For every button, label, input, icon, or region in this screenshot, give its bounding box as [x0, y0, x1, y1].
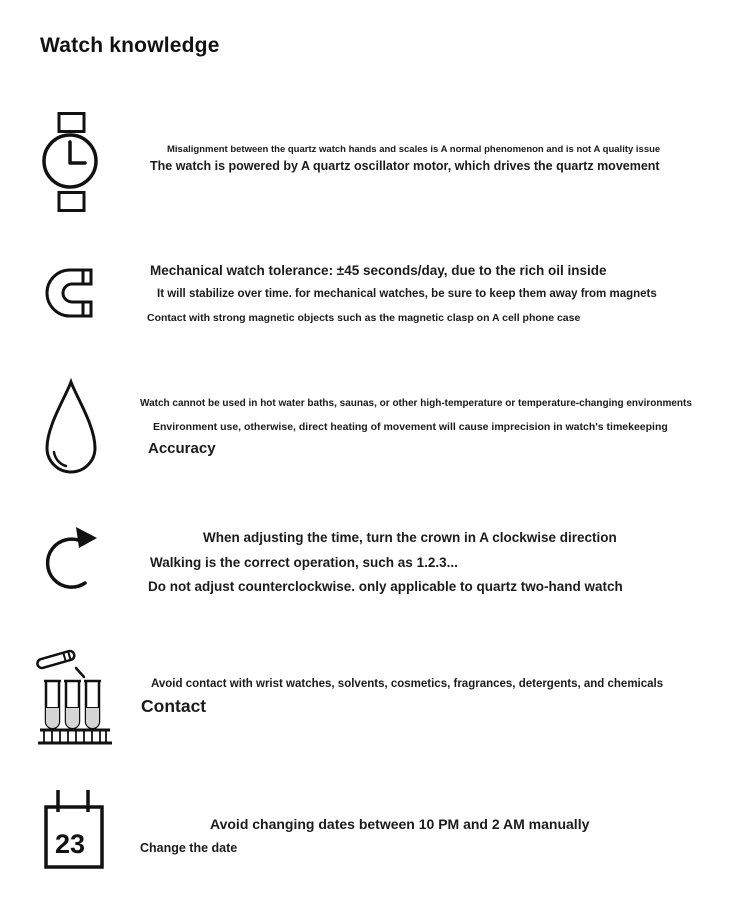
section-text-line: Contact with strong magnetic objects such as the magnetic clasp on A cell phone case [147, 312, 581, 324]
calendar-day-number: 23 [55, 829, 86, 859]
section-text-line: Change the date [140, 841, 238, 855]
quartz-watch-icon [42, 112, 100, 212]
section-text-line: When adjusting the time, turn the crown in A clockwise direction [203, 530, 617, 545]
clockwise-rotation-icon [40, 517, 108, 597]
section-text-line: Environment use, otherwise, direct heating of movement will cause imprecision in watch's timekeeping [153, 421, 668, 433]
section-text-line: Do not adjust counterclockwise. only applicable to quartz two-hand watch [148, 579, 623, 594]
section-text-line: Misalignment between the quartz watch hands and scales is A normal phenomenon and is not A quality issue [167, 144, 661, 155]
section-text-line: The watch is powered by A quartz oscillator motor, which drives the quartz movement [150, 159, 660, 173]
magnet-icon [40, 261, 102, 325]
calendar-icon [42, 787, 106, 872]
test-tubes-icon [36, 642, 114, 748]
section-text-line: Walking is the correct operation, such as 1.2.3... [150, 555, 458, 570]
section-text-line: Avoid contact with wrist watches, solvents, cosmetics, fragrances, detergents, and chemicals [151, 678, 664, 690]
section-heading: Contact [141, 696, 207, 716]
page-title: Watch knowledge [40, 34, 220, 57]
section-text-line: It will stabilize over time. for mechanical watches, be sure to keep them away from magnets [157, 288, 657, 300]
section-text-line: Mechanical watch tolerance: ±45 seconds/day, due to the rich oil inside [150, 263, 607, 278]
section-text-line: Avoid changing dates between 10 PM and 2 AM manually [210, 816, 590, 832]
section-text-line: Watch cannot be used in hot water baths, saunas, or other high-temperature or temperature-changing environments [140, 398, 692, 409]
water-drop-icon [40, 377, 102, 479]
section-heading: Accuracy [148, 440, 216, 457]
